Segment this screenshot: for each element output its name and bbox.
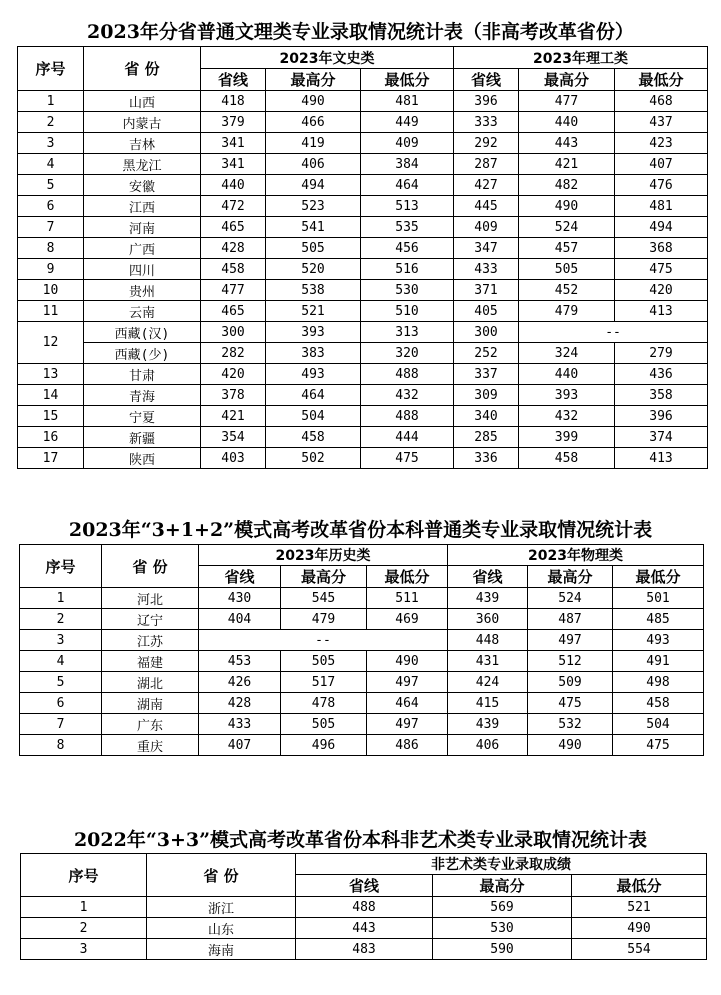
cell-value: 490 [528,735,613,756]
cell-value: 569 [433,897,572,918]
cell-value: 493 [266,364,361,385]
table-row [20,651,704,672]
header-provincial-line: 省线 [448,566,528,588]
table-row [20,630,704,651]
cell-value: 464 [367,693,448,714]
cell-province: 山西 [84,91,201,112]
header-min-score: 最低分 [367,566,448,588]
table1-title: 2023年分省普通文理类专业录取情况统计表（非高考改革省份） [87,21,634,43]
table-row [18,196,708,217]
cell-value: 458 [201,259,266,280]
header-max-score: 最高分 [266,69,361,91]
cell-seq: 3 [18,133,84,154]
cell-value: 468 [615,91,708,112]
table2-title: 2023年“3+1+2”模式高考改革省份本科普通类专业录取情况统计表 [68,519,653,541]
table-row [18,154,708,175]
cell-value: 590 [433,939,572,960]
cell-value: 440 [201,175,266,196]
cell-value: 497 [367,714,448,735]
cell-value: 502 [266,448,361,469]
cell-province: 青海 [84,385,201,406]
cell-seq: 2 [21,918,147,939]
cell-value: 505 [519,259,615,280]
cell-value: 374 [615,427,708,448]
cell-value: 424 [448,672,528,693]
cell-value: 505 [281,714,367,735]
header-max-score: 最高分 [519,69,615,91]
cell-value: 420 [201,364,266,385]
cell-value: 458 [266,427,361,448]
cell-value: 523 [266,196,361,217]
cell-province: 贵州 [84,280,201,301]
cell-value: 498 [613,672,704,693]
cell-value: 475 [613,735,704,756]
table-row [20,714,704,735]
cell-value: 524 [528,588,613,609]
cell-seq: 1 [18,91,84,112]
cell-province: 广西 [84,238,201,259]
cell-value: 292 [454,133,519,154]
cell-value: 396 [454,91,519,112]
cell-value: 333 [454,112,519,133]
cell-not-applicable: -- [519,322,708,343]
cell-province: 山东 [147,918,296,939]
cell-value: 340 [454,406,519,427]
cell-value: 512 [528,651,613,672]
cell-value: 443 [519,133,615,154]
cell-value: 504 [613,714,704,735]
cell-value: 505 [266,238,361,259]
cell-value: 431 [448,651,528,672]
cell-value: 465 [201,217,266,238]
cell-seq: 3 [20,630,102,651]
table-row [21,897,707,918]
cell-value: 360 [448,609,528,630]
cell-province: 安徽 [84,175,201,196]
cell-value: 488 [361,406,454,427]
cell-value: 532 [528,714,613,735]
cell-value: 336 [454,448,519,469]
cell-value: 393 [266,322,361,343]
cell-value: 490 [266,91,361,112]
header-provincial-line: 省线 [296,875,433,897]
cell-value: 477 [519,91,615,112]
cell-province: 新疆 [84,427,201,448]
cell-seq: 14 [18,385,84,406]
header-seq: 序号 [21,854,147,897]
cell-value: 538 [266,280,361,301]
cell-value: 517 [281,672,367,693]
cell-value: 520 [266,259,361,280]
cell-seq: 1 [21,897,147,918]
cell-value: 465 [201,301,266,322]
cell-value: 494 [266,175,361,196]
cell-province: 河南 [84,217,201,238]
cell-value: 497 [528,630,613,651]
cell-seq: 5 [18,175,84,196]
cell-value: 413 [615,301,708,322]
cell-seq: 1 [20,588,102,609]
cell-value: 439 [448,588,528,609]
cell-value: 378 [201,385,266,406]
cell-value: 490 [367,651,448,672]
cell-province: 河北 [102,588,199,609]
header-provincial-line: 省线 [199,566,281,588]
cell-value: 337 [454,364,519,385]
cell-value: 469 [367,609,448,630]
cell-value: 535 [361,217,454,238]
table-row [20,609,704,630]
cell-seq: 4 [18,154,84,175]
cell-value: 458 [519,448,615,469]
cell-province: 西藏(汉) [84,322,201,343]
cell-value: 252 [454,343,519,364]
table-row [21,918,707,939]
cell-province: 陕西 [84,448,201,469]
header-province: 省 份 [147,854,296,897]
cell-value: 521 [572,897,707,918]
cell-value: 439 [448,714,528,735]
cell-province: 重庆 [102,735,199,756]
cell-value: 309 [454,385,519,406]
cell-value: 432 [361,385,454,406]
cell-value: 437 [615,112,708,133]
cell-value: 445 [454,196,519,217]
cell-value: 403 [201,448,266,469]
cell-value: 464 [266,385,361,406]
header-group-physics: 2023年物理类 [448,545,704,566]
header-group-history: 2023年历史类 [199,545,448,566]
cell-seq: 15 [18,406,84,427]
header-provincial-line: 省线 [201,69,266,91]
cell-seq: 8 [20,735,102,756]
header-group-liberal-arts: 2023年文史类 [201,47,454,69]
cell-seq: 17 [18,448,84,469]
cell-value: 483 [296,939,433,960]
cell-value: 472 [201,196,266,217]
cell-province: 湖北 [102,672,199,693]
cell-value: 479 [519,301,615,322]
table-row [18,175,708,196]
table-row [18,280,708,301]
table-row [18,406,708,427]
cell-seq: 7 [20,714,102,735]
cell-value: 475 [528,693,613,714]
cell-value: 384 [361,154,454,175]
cell-value: 433 [454,259,519,280]
cell-province: 福建 [102,651,199,672]
table-row [18,259,708,280]
cell-seq: 2 [18,112,84,133]
cell-value: 458 [613,693,704,714]
cell-value: 285 [454,427,519,448]
cell-value: 436 [615,364,708,385]
cell-value: 457 [519,238,615,259]
header-group-science: 2023年理工类 [454,47,708,69]
cell-value: 300 [201,322,266,343]
cell-value: 347 [454,238,519,259]
cell-value: 545 [281,588,367,609]
cell-value: 313 [361,322,454,343]
cell-value: 409 [454,217,519,238]
cell-province: 甘肃 [84,364,201,385]
cell-value: 287 [454,154,519,175]
cell-province: 云南 [84,301,201,322]
cell-value: 541 [266,217,361,238]
cell-province: 广东 [102,714,199,735]
header-seq: 序号 [20,545,102,588]
cell-value: 481 [615,196,708,217]
table-row [18,343,708,364]
cell-value: 452 [519,280,615,301]
cell-value: 486 [367,735,448,756]
cell-value: 427 [454,175,519,196]
cell-seq: 12 [18,322,84,364]
header-seq: 序号 [18,47,84,91]
cell-value: 413 [615,448,708,469]
cell-province: 辽宁 [102,609,199,630]
cell-value: 358 [615,385,708,406]
table3-33-reform-provinces [20,853,707,960]
cell-not-applicable: -- [199,630,448,651]
table-row [20,693,704,714]
cell-value: 341 [201,154,266,175]
table-row [20,735,704,756]
cell-province: 四川 [84,259,201,280]
header-min-score: 最低分 [361,69,454,91]
header-max-score: 最高分 [528,566,613,588]
cell-value: 516 [361,259,454,280]
cell-seq: 10 [18,280,84,301]
cell-value: 406 [448,735,528,756]
cell-value: 464 [361,175,454,196]
cell-value: 426 [199,672,281,693]
cell-value: 487 [528,609,613,630]
cell-value: 475 [361,448,454,469]
cell-value: 320 [361,343,454,364]
cell-province: 宁夏 [84,406,201,427]
cell-value: 354 [201,427,266,448]
cell-province: 内蒙古 [84,112,201,133]
cell-seq: 3 [21,939,147,960]
cell-value: 423 [615,133,708,154]
header-min-score: 最低分 [615,69,708,91]
cell-value: 478 [281,693,367,714]
cell-value: 407 [615,154,708,175]
cell-value: 433 [199,714,281,735]
cell-value: 383 [266,343,361,364]
header-group-non-art: 非艺术类专业录取成绩 [296,854,707,875]
cell-value: 491 [613,651,704,672]
cell-value: 440 [519,112,615,133]
cell-seq: 4 [20,651,102,672]
cell-province: 江西 [84,196,201,217]
cell-value: 488 [361,364,454,385]
table-row [18,448,708,469]
cell-value: 481 [361,91,454,112]
cell-seq: 6 [20,693,102,714]
cell-value: 421 [201,406,266,427]
cell-value: 449 [361,112,454,133]
cell-value: 428 [201,238,266,259]
header-max-score: 最高分 [433,875,572,897]
cell-province: 湖南 [102,693,199,714]
table3-title: 2022年“3+3”模式高考改革省份本科非艺术类专业录取情况统计表 [73,829,648,851]
table-row [18,427,708,448]
cell-value: 497 [367,672,448,693]
cell-value: 505 [281,651,367,672]
cell-value: 479 [281,609,367,630]
cell-value: 282 [201,343,266,364]
cell-value: 490 [572,918,707,939]
cell-value: 407 [199,735,281,756]
cell-value: 504 [266,406,361,427]
cell-value: 477 [201,280,266,301]
table-row [21,939,707,960]
cell-province: 吉林 [84,133,201,154]
cell-value: 406 [266,154,361,175]
header-min-score: 最低分 [613,566,704,588]
cell-value: 475 [615,259,708,280]
table-row [18,133,708,154]
cell-value: 456 [361,238,454,259]
cell-value: 421 [519,154,615,175]
cell-value: 453 [199,651,281,672]
table-row [20,588,704,609]
table-row [18,112,708,133]
header-max-score: 最高分 [281,566,367,588]
cell-value: 404 [199,609,281,630]
table2-312-reform-provinces [19,544,704,756]
cell-seq: 9 [18,259,84,280]
cell-value: 409 [361,133,454,154]
cell-value: 405 [454,301,519,322]
header-province: 省 份 [84,47,201,91]
cell-value: 530 [361,280,454,301]
cell-value: 430 [199,588,281,609]
header-province: 省 份 [102,545,199,588]
cell-province: 西藏(少) [84,343,201,364]
cell-value: 509 [528,672,613,693]
cell-value: 371 [454,280,519,301]
cell-value: 530 [433,918,572,939]
cell-value: 496 [281,735,367,756]
table-row [18,301,708,322]
cell-seq: 13 [18,364,84,385]
cell-value: 494 [615,217,708,238]
cell-seq: 7 [18,217,84,238]
cell-value: 511 [367,588,448,609]
cell-seq: 11 [18,301,84,322]
cell-value: 432 [519,406,615,427]
cell-value: 300 [454,322,519,343]
cell-province: 黑龙江 [84,154,201,175]
cell-value: 415 [448,693,528,714]
cell-value: 324 [519,343,615,364]
cell-value: 279 [615,343,708,364]
cell-value: 418 [201,91,266,112]
table-row [18,385,708,406]
cell-value: 554 [572,939,707,960]
cell-seq: 16 [18,427,84,448]
cell-value: 420 [615,280,708,301]
cell-value: 368 [615,238,708,259]
cell-value: 476 [615,175,708,196]
table-row [18,364,708,385]
cell-value: 510 [361,301,454,322]
cell-seq: 5 [20,672,102,693]
cell-value: 482 [519,175,615,196]
cell-province: 江苏 [102,630,199,651]
cell-value: 399 [519,427,615,448]
cell-seq: 6 [18,196,84,217]
cell-value: 443 [296,918,433,939]
cell-value: 419 [266,133,361,154]
cell-value: 448 [448,630,528,651]
cell-value: 493 [613,630,704,651]
table-row [20,672,704,693]
cell-value: 341 [201,133,266,154]
header-provincial-line: 省线 [454,69,519,91]
cell-value: 524 [519,217,615,238]
table-row [18,322,708,343]
header-min-score: 最低分 [572,875,707,897]
table-row [18,217,708,238]
cell-value: 488 [296,897,433,918]
cell-province: 海南 [147,939,296,960]
cell-province: 浙江 [147,897,296,918]
cell-value: 396 [615,406,708,427]
table-row [18,238,708,259]
cell-value: 466 [266,112,361,133]
cell-value: 444 [361,427,454,448]
cell-value: 521 [266,301,361,322]
cell-value: 513 [361,196,454,217]
cell-seq: 8 [18,238,84,259]
cell-value: 501 [613,588,704,609]
cell-value: 440 [519,364,615,385]
cell-value: 428 [199,693,281,714]
cell-value: 379 [201,112,266,133]
cell-value: 393 [519,385,615,406]
cell-value: 485 [613,609,704,630]
cell-value: 490 [519,196,615,217]
table-row [18,91,708,112]
table1-non-reform-provinces [17,46,708,469]
cell-seq: 2 [20,609,102,630]
